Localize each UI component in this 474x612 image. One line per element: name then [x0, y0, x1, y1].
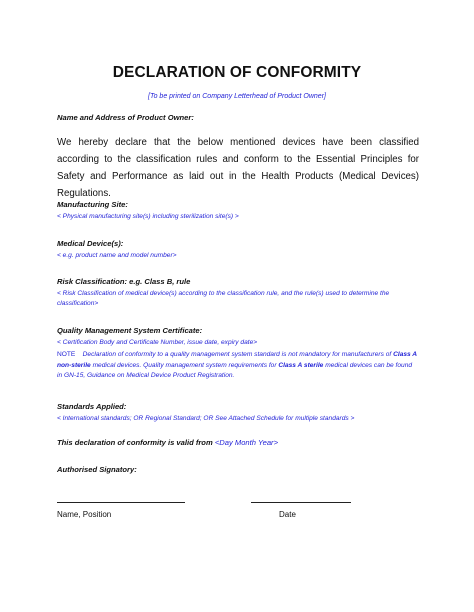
signature-name-line — [57, 502, 185, 503]
signature-date-line — [251, 502, 351, 503]
product-owner-label: Name and Address of Product Owner: — [57, 113, 194, 122]
note-text-3: medical devices can be found in GN-15, Guidance on Medical Device Product Registration. — [57, 361, 413, 379]
standards-placeholder: < International standards; OR Regional Standard; OR See Attached Schedule for multiple standards > — [57, 415, 355, 422]
name-position-label: Name, Position — [57, 510, 112, 519]
qms-certificate-label: Quality Management System Certificate: — [57, 326, 203, 335]
declaration-paragraph: We hereby declare that the below mentioned devices have been classified according to the classification rules and conform to the Essential Principles for Safety and Performance as laid out in the Health Products (Medical Devices) Regulations. — [57, 137, 419, 199]
medical-devices-label: Medical Device(s): — [57, 239, 124, 248]
letterhead-instruction: [To be printed on Company Letterhead of Product Owner] — [148, 93, 326, 100]
risk-classification-label: Risk Classification: e.g. Class B, rule — [57, 277, 191, 286]
manufacturing-site-label: Manufacturing Site: — [57, 200, 128, 209]
note-prefix: NOTE — [57, 351, 76, 358]
qms-note — [57, 350, 419, 382]
medical-devices-placeholder: < e.g. product name and model number> — [57, 252, 177, 259]
manufacturing-site-placeholder: < Physical manufacturing site(s) including sterilization site(s) > — [57, 213, 239, 220]
note-class-a-sterile: Class A sterile — [278, 361, 324, 369]
signatory-label: Authorised Signatory: — [57, 465, 137, 474]
note-class-a-non-sterile: Class A non-sterile — [57, 351, 417, 369]
note-text-1: Declaration of conformity to a quality management system standard is not mandatory for manufacturers of — [82, 351, 392, 358]
qms-certificate-placeholder: < Certification Body and Certificate Number, issue date, expiry date> — [57, 339, 258, 346]
note-text-2: medical devices. Quality management system requirements for — [92, 361, 277, 369]
validity-date-placeholder: <Day Month Year> — [214, 438, 279, 447]
validity-statement — [57, 438, 278, 447]
date-label: Date — [279, 510, 296, 519]
standards-label: Standards Applied: — [57, 402, 127, 411]
risk-classification-placeholder: < Risk Classification of medical device(s) according to the classification rule, and the rule(s) used to determine the classification> — [57, 290, 390, 307]
validity-text: This declaration of conformity is valid from — [57, 438, 213, 447]
document-title: DECLARATION OF CONFORMITY — [112, 64, 362, 81]
